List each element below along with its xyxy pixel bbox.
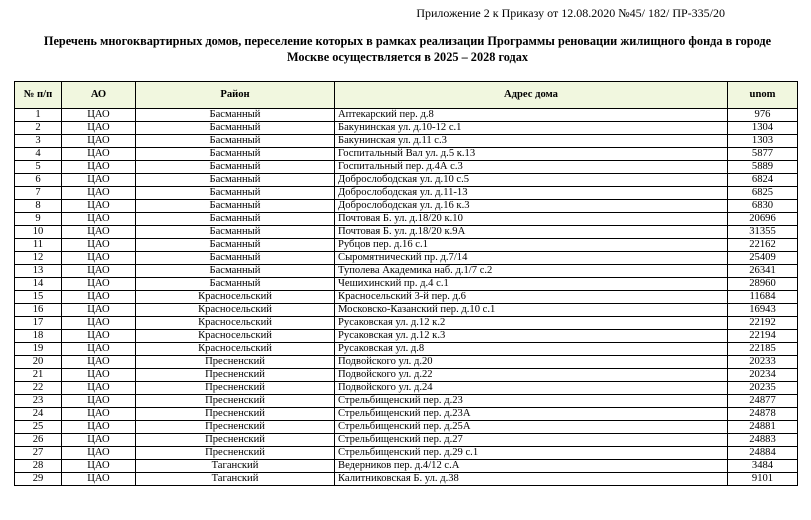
table-row [15,421,798,434]
cell-number: 21 [15,369,62,382]
table-row [15,239,798,252]
cell-ao: ЦАО [62,187,136,200]
cell-ao: ЦАО [62,239,136,252]
cell-address: Бакунинская ул. д.10-12 с.1 [335,122,728,135]
cell-unom: 31355 [728,226,798,239]
cell-address: Стрельбищенский пер. д.27 [335,434,728,447]
cell-number: 23 [15,395,62,408]
cell-number: 29 [15,473,62,486]
cell-district: Красносельский [136,317,335,330]
cell-unom: 22192 [728,317,798,330]
cell-number: 15 [15,291,62,304]
cell-address: Ведерников пер. д.4/12 с.А [335,460,728,473]
title-line-1: Перечень многоквартирных домов, переселение которых в рамках реализации Программы реновации жилищного фонда в городе [43,34,772,48]
cell-address: Аптекарский пер. д.8 [335,109,728,122]
cell-address: Почтовая Б. ул. д.18/20 к.10 [335,213,728,226]
cell-unom: 6830 [728,200,798,213]
cell-address: Подвойского ул. д.22 [335,369,728,382]
table-row [15,213,798,226]
table-row [15,109,798,122]
document-title [14,33,801,65]
cell-number: 12 [15,252,62,265]
table-row [15,148,798,161]
cell-ao: ЦАО [62,421,136,434]
cell-district: Басманный [136,122,335,135]
cell-district: Пресненский [136,434,335,447]
cell-number: 20 [15,356,62,369]
cell-address: Госпитальный пер. д.4А с.3 [335,161,728,174]
cell-district: Таганский [136,473,335,486]
cell-unom: 20696 [728,213,798,226]
cell-address: Русаковская ул. д.8 [335,343,728,356]
cell-ao: ЦАО [62,356,136,369]
cell-number: 2 [15,122,62,135]
cell-number: 27 [15,447,62,460]
cell-unom: 6824 [728,174,798,187]
cell-district: Таганский [136,460,335,473]
cell-unom: 5889 [728,161,798,174]
cell-number: 1 [15,109,62,122]
cell-unom: 28960 [728,278,798,291]
cell-district: Пресненский [136,408,335,421]
cell-district: Басманный [136,213,335,226]
cell-ao: ЦАО [62,265,136,278]
table-row [15,252,798,265]
cell-district: Басманный [136,239,335,252]
cell-address: Стрельбищенский пер. д.23А [335,408,728,421]
table-row [15,356,798,369]
table-row [15,317,798,330]
cell-address: Подвойского ул. д.20 [335,356,728,369]
cell-ao: ЦАО [62,252,136,265]
cell-unom: 1303 [728,135,798,148]
cell-district: Пресненский [136,382,335,395]
cell-ao: ЦАО [62,317,136,330]
table-row [15,447,798,460]
cell-district: Басманный [136,278,335,291]
cell-district: Красносельский [136,343,335,356]
cell-ao: ЦАО [62,161,136,174]
cell-unom: 9101 [728,473,798,486]
cell-number: 5 [15,161,62,174]
cell-ao: ЦАО [62,213,136,226]
table-row [15,473,798,486]
cell-address: Калитниковская Б. ул. д.38 [335,473,728,486]
cell-address: Стрельбищенский пер. д.25А [335,421,728,434]
table-row [15,434,798,447]
cell-number: 13 [15,265,62,278]
cell-number: 4 [15,148,62,161]
cell-unom: 25409 [728,252,798,265]
cell-number: 25 [15,421,62,434]
cell-district: Басманный [136,265,335,278]
cell-address: Доброслободская ул. д.10 с.5 [335,174,728,187]
cell-address: Доброслободская ул. д.11-13 [335,187,728,200]
cell-ao: ЦАО [62,460,136,473]
cell-number: 24 [15,408,62,421]
cell-number: 11 [15,239,62,252]
cell-district: Пресненский [136,421,335,434]
table-row [15,265,798,278]
cell-ao: ЦАО [62,291,136,304]
cell-unom: 16943 [728,304,798,317]
cell-ao: ЦАО [62,304,136,317]
cell-address: Русаковская ул. д.12 к.3 [335,330,728,343]
cell-ao: ЦАО [62,135,136,148]
table-row [15,382,798,395]
cell-unom: 24884 [728,447,798,460]
column-header-unom: unom [728,82,798,109]
cell-unom: 24881 [728,421,798,434]
column-header-ao: АО [62,82,136,109]
cell-ao: ЦАО [62,278,136,291]
cell-address: Почтовая Б. ул. д.18/20 к.9А [335,226,728,239]
cell-ao: ЦАО [62,473,136,486]
cell-ao: ЦАО [62,369,136,382]
cell-address: Стрельбищенский пер. д.29 с.1 [335,447,728,460]
cell-district: Пресненский [136,356,335,369]
cell-district: Басманный [136,161,335,174]
cell-unom: 3484 [728,460,798,473]
cell-district: Басманный [136,187,335,200]
cell-district: Пресненский [136,369,335,382]
cell-unom: 22185 [728,343,798,356]
cell-address: Доброслободская ул. д.16 к.3 [335,200,728,213]
table-row [15,343,798,356]
column-header-number: № п/п [15,82,62,109]
cell-ao: ЦАО [62,226,136,239]
cell-ao: ЦАО [62,122,136,135]
cell-unom: 24883 [728,434,798,447]
table-row [15,408,798,421]
title-line-2: Москве осуществляется в 2025 – 2028 годах [286,50,529,64]
cell-ao: ЦАО [62,343,136,356]
cell-ao: ЦАО [62,174,136,187]
table-header-row [15,82,798,109]
cell-district: Басманный [136,252,335,265]
cell-number: 16 [15,304,62,317]
cell-number: 6 [15,174,62,187]
table-row [15,291,798,304]
cell-number: 14 [15,278,62,291]
cell-number: 22 [15,382,62,395]
table-row [15,304,798,317]
cell-number: 19 [15,343,62,356]
table-row [15,460,798,473]
cell-number: 7 [15,187,62,200]
cell-unom: 20233 [728,356,798,369]
cell-ao: ЦАО [62,200,136,213]
table-row [15,161,798,174]
cell-unom: 6825 [728,187,798,200]
cell-number: 9 [15,213,62,226]
column-header-district: Район [136,82,335,109]
cell-unom: 20234 [728,369,798,382]
cell-unom: 976 [728,109,798,122]
cell-ao: ЦАО [62,330,136,343]
cell-address: Туполева Академика наб. д.1/7 с.2 [335,265,728,278]
column-header-address: Адрес дома [335,82,728,109]
cell-number: 18 [15,330,62,343]
cell-address: Красносельский 3-й пер. д.6 [335,291,728,304]
cell-address: Подвойского ул. д.24 [335,382,728,395]
cell-ao: ЦАО [62,382,136,395]
cell-unom: 1304 [728,122,798,135]
cell-number: 28 [15,460,62,473]
cell-district: Пресненский [136,447,335,460]
table-row [15,395,798,408]
buildings-table [14,81,798,486]
table-row [15,135,798,148]
table-body [15,109,798,486]
cell-unom: 26341 [728,265,798,278]
cell-unom: 22162 [728,239,798,252]
cell-district: Басманный [136,148,335,161]
cell-number: 17 [15,317,62,330]
cell-address: Госпитальный Вал ул. д.5 к.13 [335,148,728,161]
cell-address: Сыромятнический пр. д.7/14 [335,252,728,265]
table-row [15,330,798,343]
cell-address: Стрельбищенский пер. д.23 [335,395,728,408]
cell-address: Чешихинский пр. д.4 с.1 [335,278,728,291]
table-row [15,226,798,239]
cell-unom: 22194 [728,330,798,343]
cell-district: Басманный [136,200,335,213]
cell-unom: 11684 [728,291,798,304]
cell-ao: ЦАО [62,109,136,122]
cell-district: Пресненский [136,395,335,408]
cell-unom: 24877 [728,395,798,408]
cell-number: 3 [15,135,62,148]
cell-unom: 20235 [728,382,798,395]
cell-district: Басманный [136,109,335,122]
cell-address: Бакунинская ул. д.11 с.3 [335,135,728,148]
cell-address: Московско-Казанский пер. д.10 с.1 [335,304,728,317]
cell-ao: ЦАО [62,434,136,447]
cell-number: 26 [15,434,62,447]
cell-address: Русаковская ул. д.12 к.2 [335,317,728,330]
appendix-note: Приложение 2 к Приказу от 12.08.2020 №45/ 182/ ПР-335/20 [416,6,725,20]
cell-ao: ЦАО [62,447,136,460]
cell-district: Красносельский [136,291,335,304]
table-row [15,278,798,291]
cell-number: 8 [15,200,62,213]
table-row [15,200,798,213]
table-row [15,369,798,382]
cell-ao: ЦАО [62,148,136,161]
cell-address: Рубцов пер. д.16 с.1 [335,239,728,252]
cell-district: Басманный [136,226,335,239]
table-row [15,122,798,135]
cell-number: 10 [15,226,62,239]
cell-district: Красносельский [136,330,335,343]
cell-ao: ЦАО [62,395,136,408]
cell-district: Красносельский [136,304,335,317]
table-row [15,187,798,200]
cell-unom: 5877 [728,148,798,161]
table-row [15,174,798,187]
cell-ao: ЦАО [62,408,136,421]
cell-unom: 24878 [728,408,798,421]
cell-district: Басманный [136,174,335,187]
cell-district: Басманный [136,135,335,148]
